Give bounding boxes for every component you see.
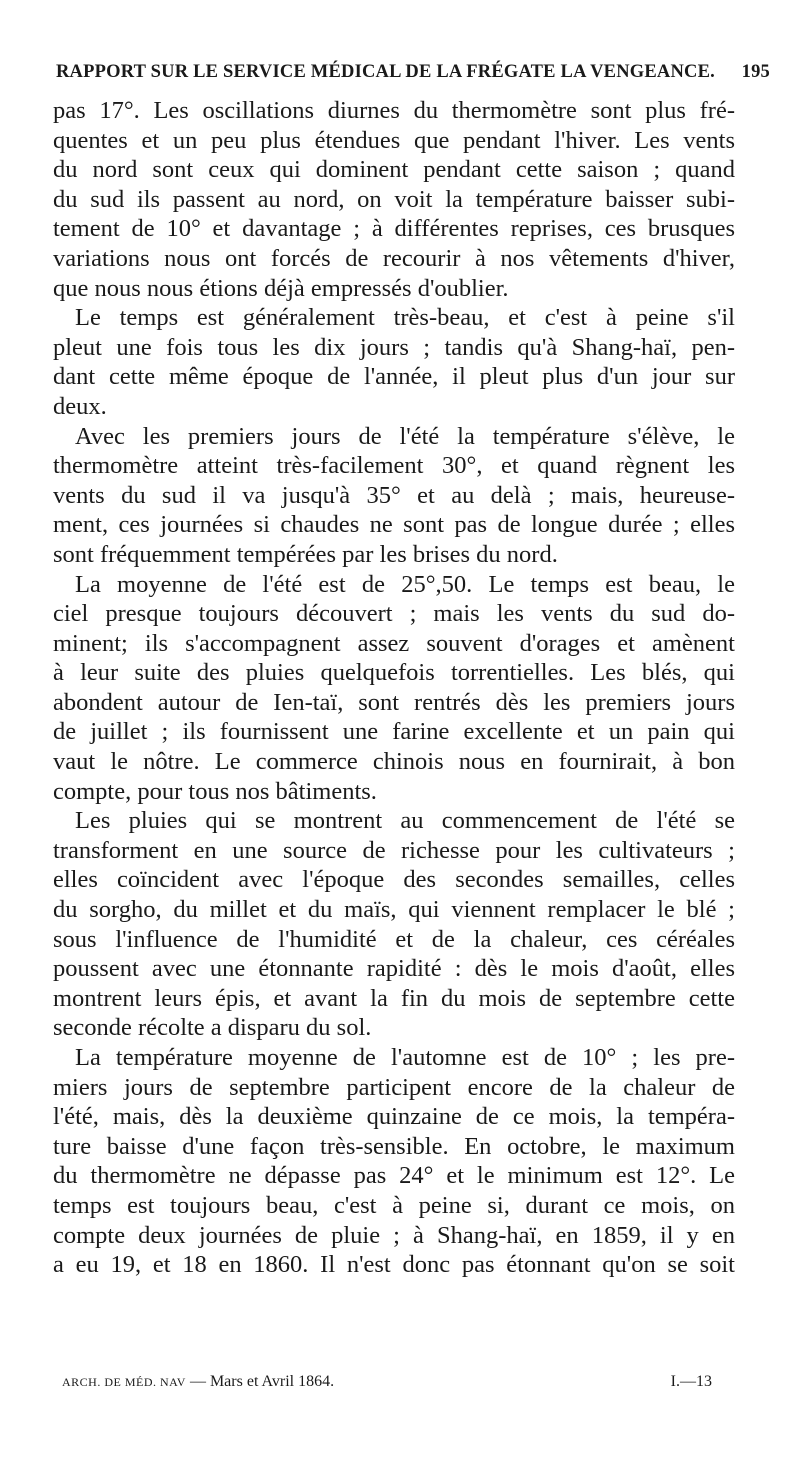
signature-mark: I.—13 bbox=[670, 1373, 712, 1390]
paragraph bbox=[53, 96, 735, 303]
text-line: compte, pour tous nos bâtiments. bbox=[53, 777, 377, 805]
text-line: seconde récolte a disparu du sol. bbox=[53, 1014, 372, 1042]
text-line: montrent leurs épis, et avant la fin du mois de septembre cette bbox=[53, 984, 735, 1012]
text-line: Le temps est généralement très-beau, et c'est à peine s'il bbox=[75, 304, 735, 332]
paragraph bbox=[53, 422, 735, 570]
running-title: RAPPORT SUR LE SERVICE MÉDICAL DE LA FRÉGATE LA VENGEANCE. bbox=[56, 62, 715, 82]
text-line: vents du sud il va jusqu'à 35° et au delà ; mais, heureuse- bbox=[53, 481, 735, 509]
page-footer bbox=[62, 1373, 712, 1391]
journal-abbreviation: ARCH. DE MÉD. NAV bbox=[62, 1375, 186, 1389]
text-line: pleut une fois tous les dix jours ; tandis qu'à Shang-haï, pen- bbox=[53, 333, 735, 361]
footer-separator: — bbox=[189, 1373, 206, 1390]
text-line: dant cette même époque de l'année, il pleut plus d'un jour sur bbox=[53, 363, 735, 391]
text-line: Les pluies qui se montrent au commencement de l'été se bbox=[75, 807, 735, 835]
text-line: temps est toujours beau, c'est à peine si, durant ce mois, on bbox=[53, 1191, 735, 1219]
text-line: ture baisse d'une façon très-sensible. En octobre, le maximum bbox=[53, 1132, 735, 1160]
text-line: La température moyenne de l'automne est de 10° ; les pre- bbox=[75, 1044, 735, 1071]
text-line: minent; ils s'accompagnent assez souvent d'orages et amènent bbox=[53, 629, 735, 657]
text-line: quentes et un peu plus étendues que pendant l'hiver. Les vents bbox=[53, 126, 735, 154]
text-line: tement de 10° et davantage ; à différentes reprises, ces brusques bbox=[53, 215, 735, 243]
text-line: l'été, mais, dès la deuxième quinzaine de ce mois, la tempéra- bbox=[53, 1103, 735, 1131]
text-line: abondent autour de Ien-taï, sont rentrés dès les premiers jours bbox=[53, 688, 735, 716]
text-line: sous l'influence de l'humidité et de la chaleur, ces céréales bbox=[53, 925, 735, 953]
text-line: Avec les premiers jours de l'été la température s'élève, le bbox=[75, 422, 735, 450]
text-line: variations nous ont forcés de recourir à nos vêtements d'hiver, bbox=[53, 244, 735, 272]
text-line: que nous nous étions déjà empressés d'oublier. bbox=[53, 274, 509, 302]
text-line: à leur suite des pluies quelquefois torrentielles. Les blés, qui bbox=[53, 659, 735, 687]
text-line: elles coïncident avec l'époque des secondes semailles, celles bbox=[53, 866, 735, 894]
text-line: du nord sont ceux qui dominent pendant cette saison ; quand bbox=[53, 156, 735, 184]
issue-date: Mars et Avril 1864. bbox=[209, 1373, 335, 1390]
paragraph bbox=[53, 303, 735, 421]
text-line: pas 17°. Les oscillations diurnes du thermomètre sont plus fré- bbox=[53, 97, 735, 124]
text-line: vaut le nôtre. Le commerce chinois nous en fournirait, à bon bbox=[53, 748, 735, 776]
text-line: La moyenne de l'été est de 25°,50. Le temps est beau, le bbox=[75, 570, 735, 598]
body-text bbox=[53, 96, 735, 1280]
text-line: miers jours de septembre participent encore de la chaleur de bbox=[53, 1073, 735, 1101]
text-line: ciel presque toujours découvert ; mais les vents du sud do- bbox=[53, 600, 735, 628]
text-line: de juillet ; ils fournissent une farine excellente et un pain qui bbox=[53, 718, 735, 746]
text-line: transforment en une source de richesse pour les cultivateurs ; bbox=[53, 836, 735, 864]
text-line: a eu 19, et 18 en 1860. Il n'est donc pas étonnant qu'on se soit bbox=[53, 1251, 735, 1279]
paragraph bbox=[53, 806, 735, 1043]
text-line: compte deux journées de pluie ; à Shang-haï, en 1859, il y en bbox=[53, 1221, 735, 1249]
text-line: du thermomètre ne dépasse pas 24° et le minimum est 12°. Le bbox=[53, 1162, 735, 1190]
text-line: deux. bbox=[53, 392, 107, 420]
text-line: sont fréquemment tempérées par les brises du nord. bbox=[53, 540, 558, 568]
paragraph bbox=[53, 570, 735, 807]
text-line: poussent avec une étonnante rapidité : dès le mois d'août, elles bbox=[53, 955, 735, 983]
text-line: du sorgho, du millet et du maïs, qui viennent remplacer le blé ; bbox=[53, 896, 735, 924]
text-line: ment, ces journées si chaudes ne sont pas de longue durée ; elles bbox=[53, 511, 735, 539]
page-number: 195 bbox=[741, 62, 770, 82]
running-header bbox=[56, 62, 770, 83]
text-line: du sud ils passent au nord, on voit la température baisser subi- bbox=[53, 185, 735, 213]
footer-left bbox=[62, 1373, 334, 1391]
paragraph bbox=[53, 1043, 735, 1280]
text-line: thermomètre atteint très-facilement 30°, et quand règnent les bbox=[53, 452, 735, 480]
